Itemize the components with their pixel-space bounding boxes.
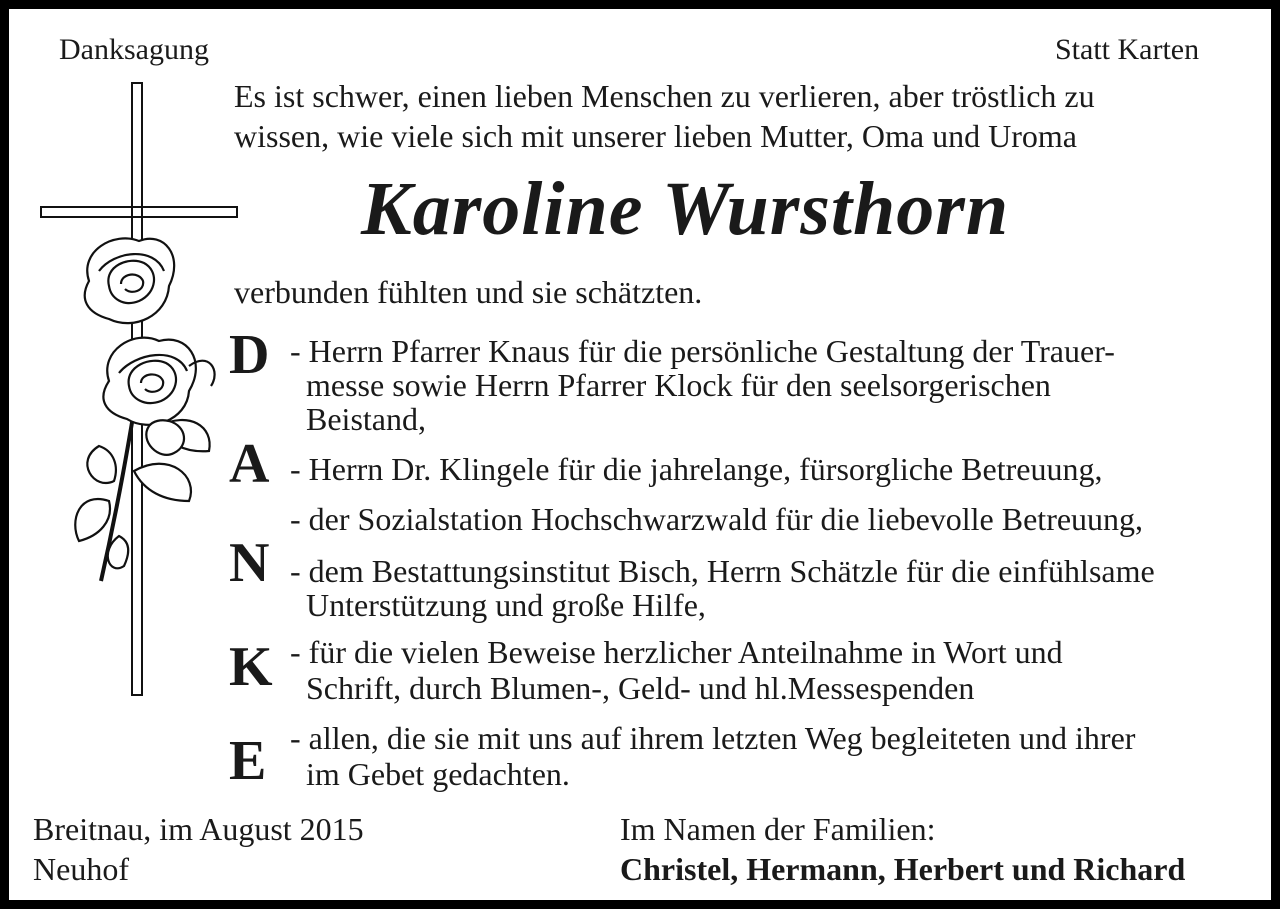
acrostic-letter-a: A <box>229 433 270 495</box>
thanks-item-2: - Herrn Dr. Klingele für die jahrelange, fürsorgliche Betreuung, <box>290 451 1103 487</box>
thanks-item-3: - der Sozialstation Hochschwarzwald für die liebevolle Betreuung, <box>290 501 1144 537</box>
thanks-item-1-line-2: messe sowie Herrn Pfarrer Klock für den seelsorgerischen <box>306 367 1051 403</box>
footer-family-label: Im Namen der Familien: <box>620 811 936 847</box>
thanks-item-1-line-1: - Herrn Pfarrer Knaus für die persönliche Gestaltung der Trauer- <box>290 333 1115 369</box>
after-name-text: verbunden fühlten und sie schätzten. <box>234 274 703 310</box>
intro-line-2: wissen, wie viele sich mit unserer lieben Mutter, Oma und Uroma <box>234 118 1077 154</box>
thanks-item-4-line-1: - dem Bestattungsinstitut Bisch, Herrn Schätzle für die einfühlsame <box>290 553 1155 589</box>
intro-line-1: Es ist schwer, einen lieben Menschen zu verlieren, aber tröstlich zu <box>234 78 1095 114</box>
header-left: Danksagung <box>59 33 209 66</box>
cross-with-roses-icon <box>39 81 244 701</box>
footer-place-date: Breitnau, im August 2015 <box>33 811 364 847</box>
roses-icon <box>75 238 214 581</box>
acrostic-letter-k: K <box>229 636 273 698</box>
thanks-item-6-line-2: im Gebet gedachten. <box>306 756 570 792</box>
acrostic-letter-d: D <box>229 324 270 386</box>
thanks-item-5-line-1: - für die vielen Beweise herzlicher Anteilnahme in Wort und <box>290 634 1063 670</box>
acrostic-letter-e: E <box>229 730 267 792</box>
thanks-item-4-line-2: Unterstützung und große Hilfe, <box>306 587 706 623</box>
deceased-name: Karoline Wursthorn <box>361 167 1010 251</box>
thanks-item-1-line-3: Beistand, <box>306 401 426 437</box>
thanks-item-6-line-1: - allen, die sie mit uns auf ihrem letzten Weg begleiteten und ihrer <box>290 720 1136 756</box>
thanks-item-5-line-2: Schrift, durch Blumen-, Geld- und hl.Messespenden <box>306 670 975 706</box>
footer-place-2: Neuhof <box>33 851 129 887</box>
header-right: Statt Karten <box>1055 33 1200 66</box>
footer-family-names: Christel, Hermann, Herbert und Richard <box>620 851 1186 887</box>
acrostic-letter-n: N <box>229 532 270 594</box>
